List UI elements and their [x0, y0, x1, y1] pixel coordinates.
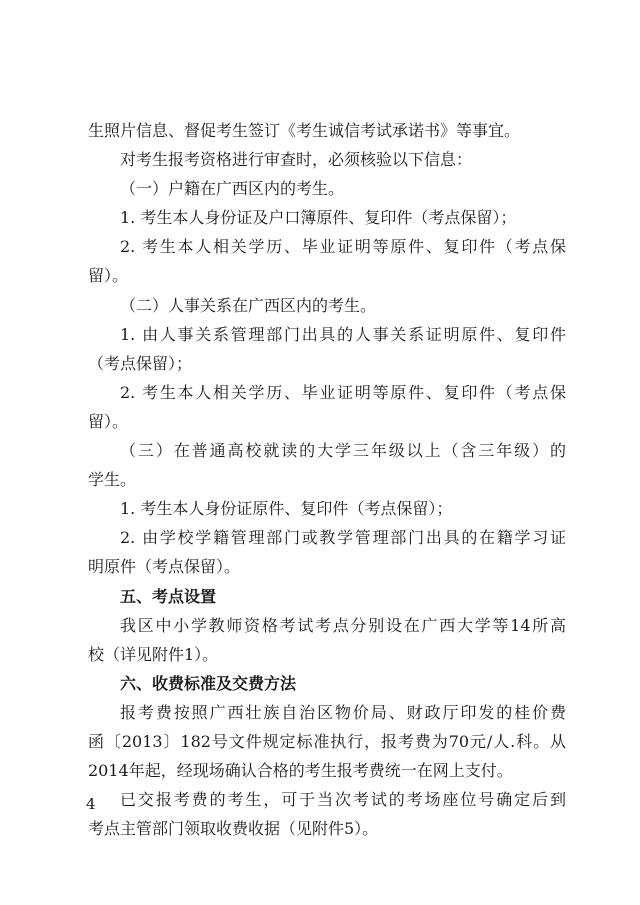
text-line: （三）在普通高校就读的大学三年级以上（含三年级）的 — [120, 441, 566, 461]
text-line: 生照片信息、督促考生签订《考生诚信考试承诺书》等事宜。 — [88, 121, 521, 140]
text-line: 考点主管部门领取收费收据（见附件5）。 — [88, 819, 379, 839]
text-line: 2. 考生本人相关学历、毕业证明等原件、复印件（考点保 — [120, 382, 566, 402]
text-line: （一）户籍在广西区内的考生。 — [120, 179, 345, 199]
text-line: 学生。 — [88, 470, 137, 490]
text-line: 1. 考生本人身份证原件、复印件（考点保留）； — [120, 499, 453, 519]
text-line: 我区中小学教师资格考试考点分别设在广西大学等14所高 — [120, 615, 566, 635]
section-heading: 五、考点设置 — [120, 586, 217, 606]
text-line: 明原件（考点保留）。 — [88, 557, 241, 577]
section-heading: 六、收费标准及交费方法 — [120, 673, 297, 693]
text-line: 对考生报考资格进行审查时，必须核验以下信息： — [120, 150, 473, 170]
text-line: 1. 考生本人身份证及户口簿原件、复印件（考点保留）； — [120, 208, 517, 228]
text-line: 2. 由学校学籍管理部门或教学管理部门出具的在籍学习证 — [120, 528, 566, 548]
text-line: 留）。 — [88, 411, 129, 431]
text-line: 2014年起，经现场确认合格的考生报考费统一在网上支付。 — [88, 761, 513, 781]
text-line: （二）人事关系在广西区内的考生。 — [120, 295, 377, 315]
text-line: 校（详见附件1）。 — [88, 644, 219, 664]
document-body — [88, 116, 566, 843]
page-number: 4 — [86, 795, 96, 813]
text-line: 2. 考生本人相关学历、毕业证明等原件、复印件（考点保 — [120, 237, 566, 257]
text-line: （考点保留）； — [88, 353, 193, 373]
text-line: 已交报考费的考生，可于当次考试的考场座位号确定后到 — [120, 790, 566, 810]
text-line: 留）。 — [88, 266, 129, 286]
text-line: 1. 由人事关系管理部门出具的人事关系证明原件、复印件 — [120, 324, 566, 344]
text-line: 报考费按照广西壮族自治区物价局、财政厅印发的桂价费 — [120, 702, 566, 722]
text-line: 函〔2013〕182号文件规定标准执行，报考费为70元/人.科。从 — [88, 731, 566, 751]
